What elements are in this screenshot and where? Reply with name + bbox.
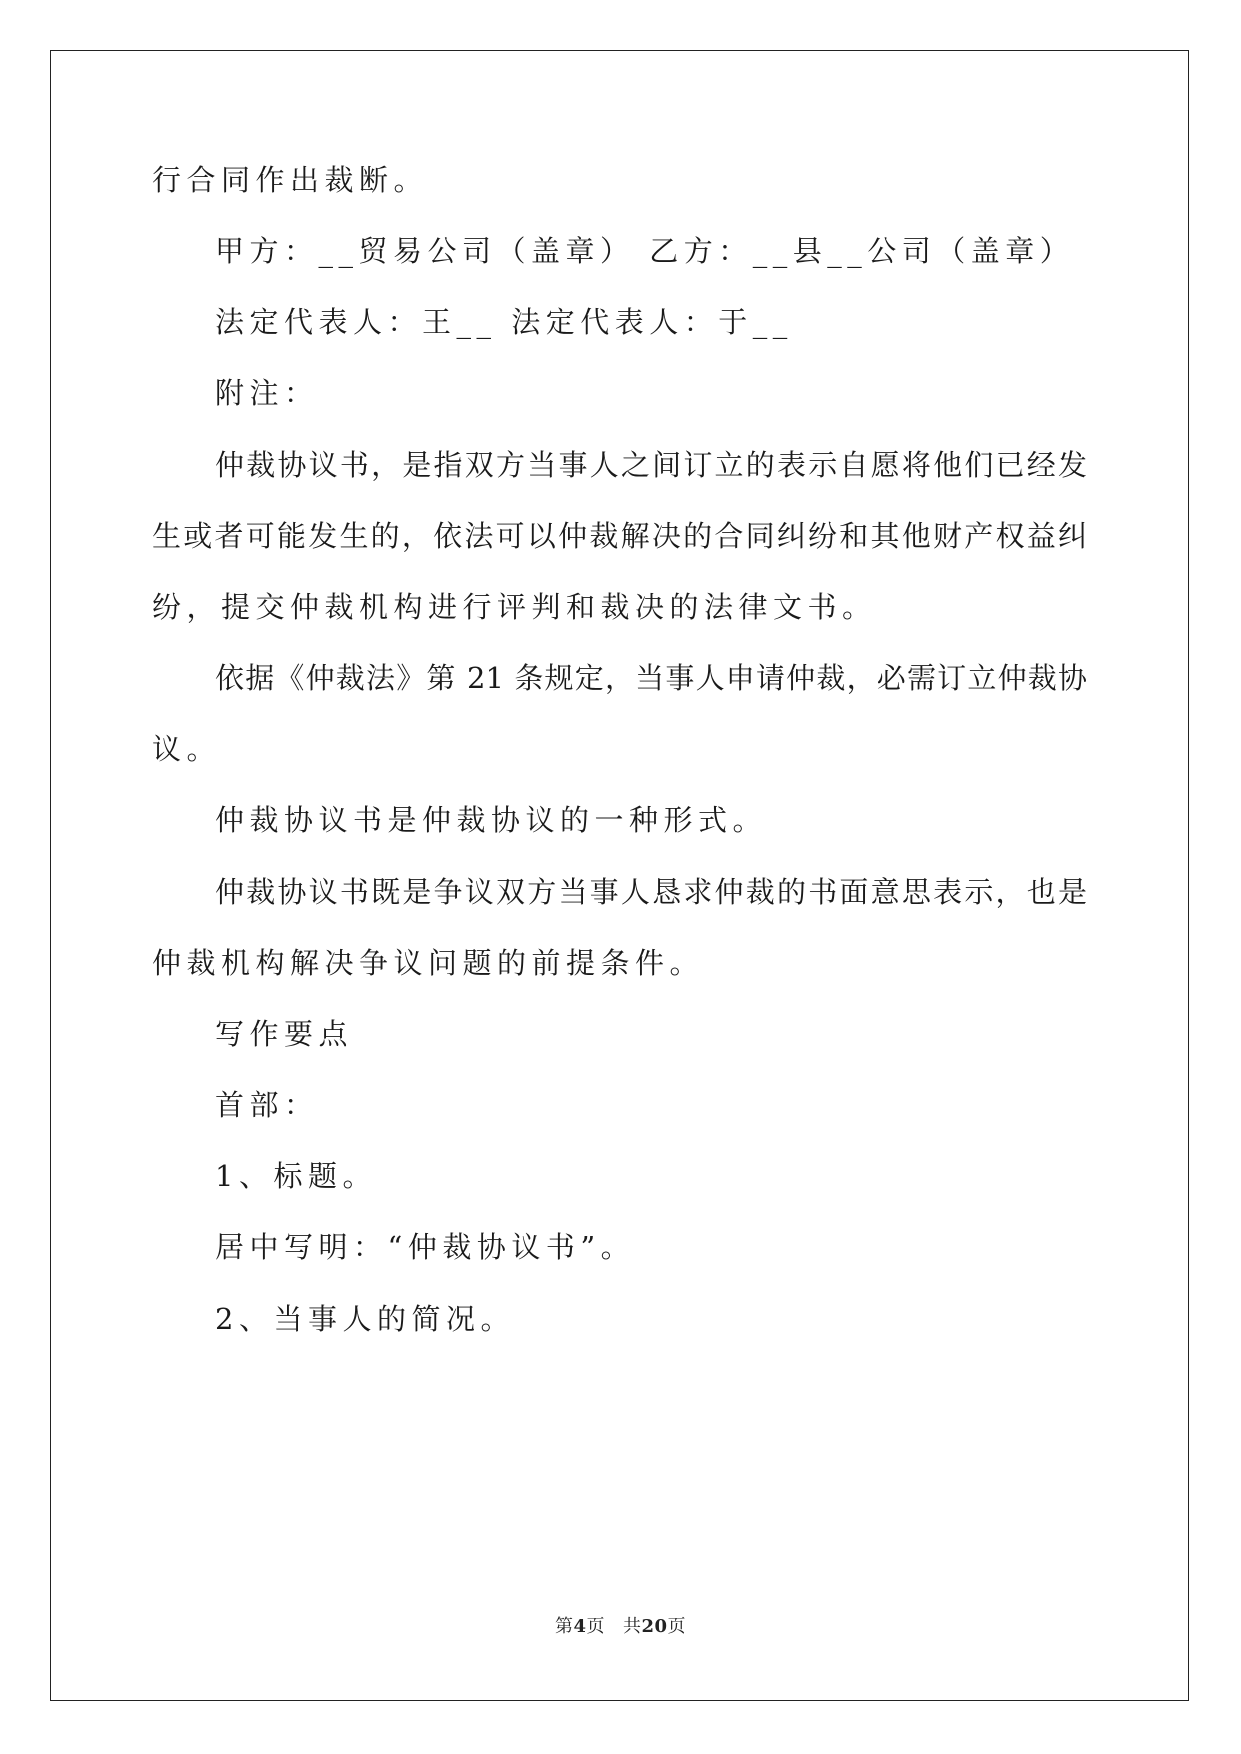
page-suffix: 页	[586, 1616, 605, 1637]
total-page-number: 20	[641, 1616, 668, 1637]
title-instruction: 居中写明：“仲裁协议书”。	[215, 1230, 636, 1264]
form-paragraph: 仲裁协议书是仲裁协议的一种形式。	[215, 803, 768, 837]
total-prefix: 共	[622, 1616, 642, 1637]
item-parties-overview: 2、当事人的简况。	[215, 1302, 515, 1336]
writing-points-heading: 写作要点	[215, 1017, 354, 1051]
note-heading: 附注：	[215, 376, 319, 410]
purpose-paragraph-line-2: 仲裁机构解决争议问题的前提条件。	[152, 946, 705, 980]
paragraph-continuation: 行合同作出裁断。	[152, 163, 429, 197]
definition-paragraph-line-1: 仲裁协议书，是指双方当事人之间订立的表示自愿将他们已经发	[215, 448, 1087, 482]
legal-representatives-line: 法定代表人：王__ 法定代表人：于__	[215, 305, 793, 339]
item-title: 1、标题。	[215, 1159, 377, 1193]
page-prefix: 第	[554, 1616, 574, 1637]
current-page-number: 4	[573, 1616, 587, 1637]
definition-paragraph-line-3: 纷，提交仲裁机构进行评判和裁决的法律文书。	[152, 590, 877, 624]
definition-paragraph-line-2: 生或者可能发生的，依法可以仲裁解决的合同纠纷和其他财产权益纠	[152, 519, 1087, 553]
purpose-paragraph-line-1: 仲裁协议书既是争议双方当事人恳求仲裁的书面意思表示，也是	[215, 875, 1087, 909]
page-number-footer	[0, 1612, 1241, 1638]
signature-parties-line: 甲方：__贸易公司（盖章） 乙方：__县__公司（盖章）	[215, 234, 1075, 268]
legal-basis-paragraph-line-1: 依据《仲裁法》第 21 条规定，当事人申请仲裁，必需订立仲裁协	[215, 661, 1087, 695]
header-section-heading: 首部：	[215, 1088, 319, 1122]
total-suffix: 页	[667, 1616, 687, 1637]
legal-basis-paragraph-line-2: 议。	[152, 732, 222, 766]
